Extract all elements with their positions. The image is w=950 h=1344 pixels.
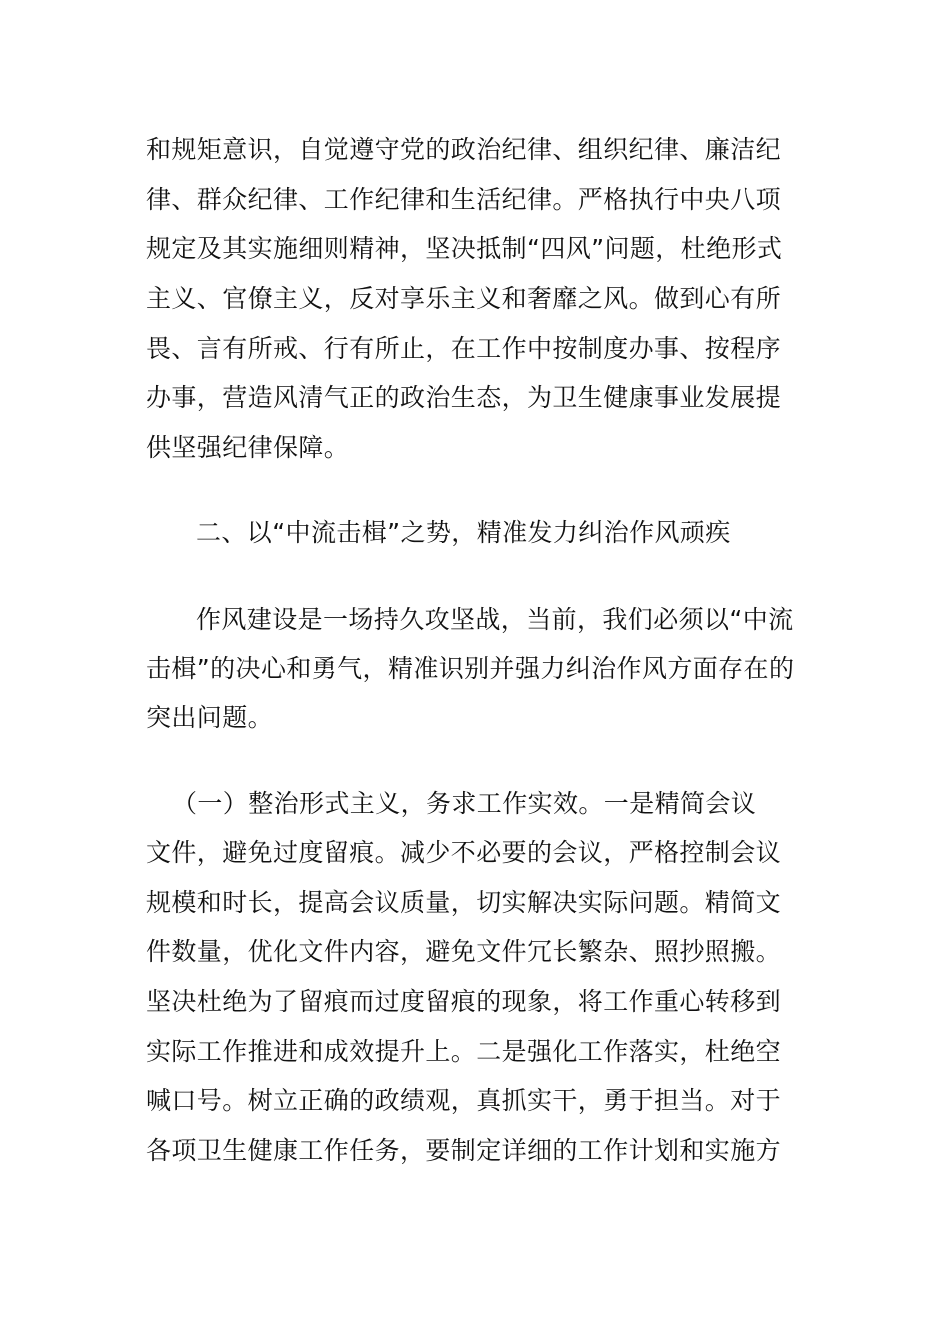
text-line: 作风建设是一场持久攻坚战，当前，我们必须以“中流	[196, 605, 794, 634]
text-line: 规模和时长，提高会议质量，切实解决实际问题。精简文	[146, 888, 782, 917]
text-line: 规定及其实施细则精神，坚决抵制“四风”问题，杜绝形式	[146, 234, 783, 263]
text-line: 实际工作推进和成效提升上。二是强化工作落实，杜绝空	[146, 1037, 782, 1066]
text-line: 文件，避免过度留痕。减少不必要的会议，严格控制会议	[146, 838, 782, 867]
text-line: 主义、官僚主义，反对享乐主义和奢靡之风。做到心有所	[146, 284, 782, 313]
text-line: （一）整治形式主义，务求工作实效。一是精简会议	[172, 789, 757, 818]
text-line: 击楫”的决心和勇气，精准识别并强力纠治作风方面存在的	[146, 654, 795, 683]
text-line: 突出问题。	[146, 703, 274, 732]
text-line: 律、群众纪律、工作纪律和生活纪律。严格执行中央八项	[146, 185, 782, 214]
text-line: 坚决杜绝为了留痕而过度留痕的现象，将工作重心转移到	[146, 987, 782, 1016]
text-line: 件数量，优化文件内容，避免文件冗长繁杂、照抄照搬。	[146, 937, 782, 966]
text-line: 喊口号。树立正确的政绩观，真抓实干，勇于担当。对于	[146, 1086, 782, 1115]
text-line: 各项卫生健康工作任务，要制定详细的工作计划和实施方	[146, 1136, 782, 1165]
text-line: 和规矩意识，自觉遵守党的政治纪律、组织纪律、廉洁纪	[146, 135, 782, 164]
heading-text: 二、以“中流击楫”之势，精准发力纠治作风顽疾	[196, 518, 731, 547]
text-line: 畏、言有所戒、行有所止，在工作中按制度办事、按程序	[146, 334, 782, 363]
text-line: 办事，营造风清气正的政治生态，为卫生健康事业发展提	[146, 383, 782, 412]
text-line: 供坚强纪律保障。	[146, 433, 350, 462]
